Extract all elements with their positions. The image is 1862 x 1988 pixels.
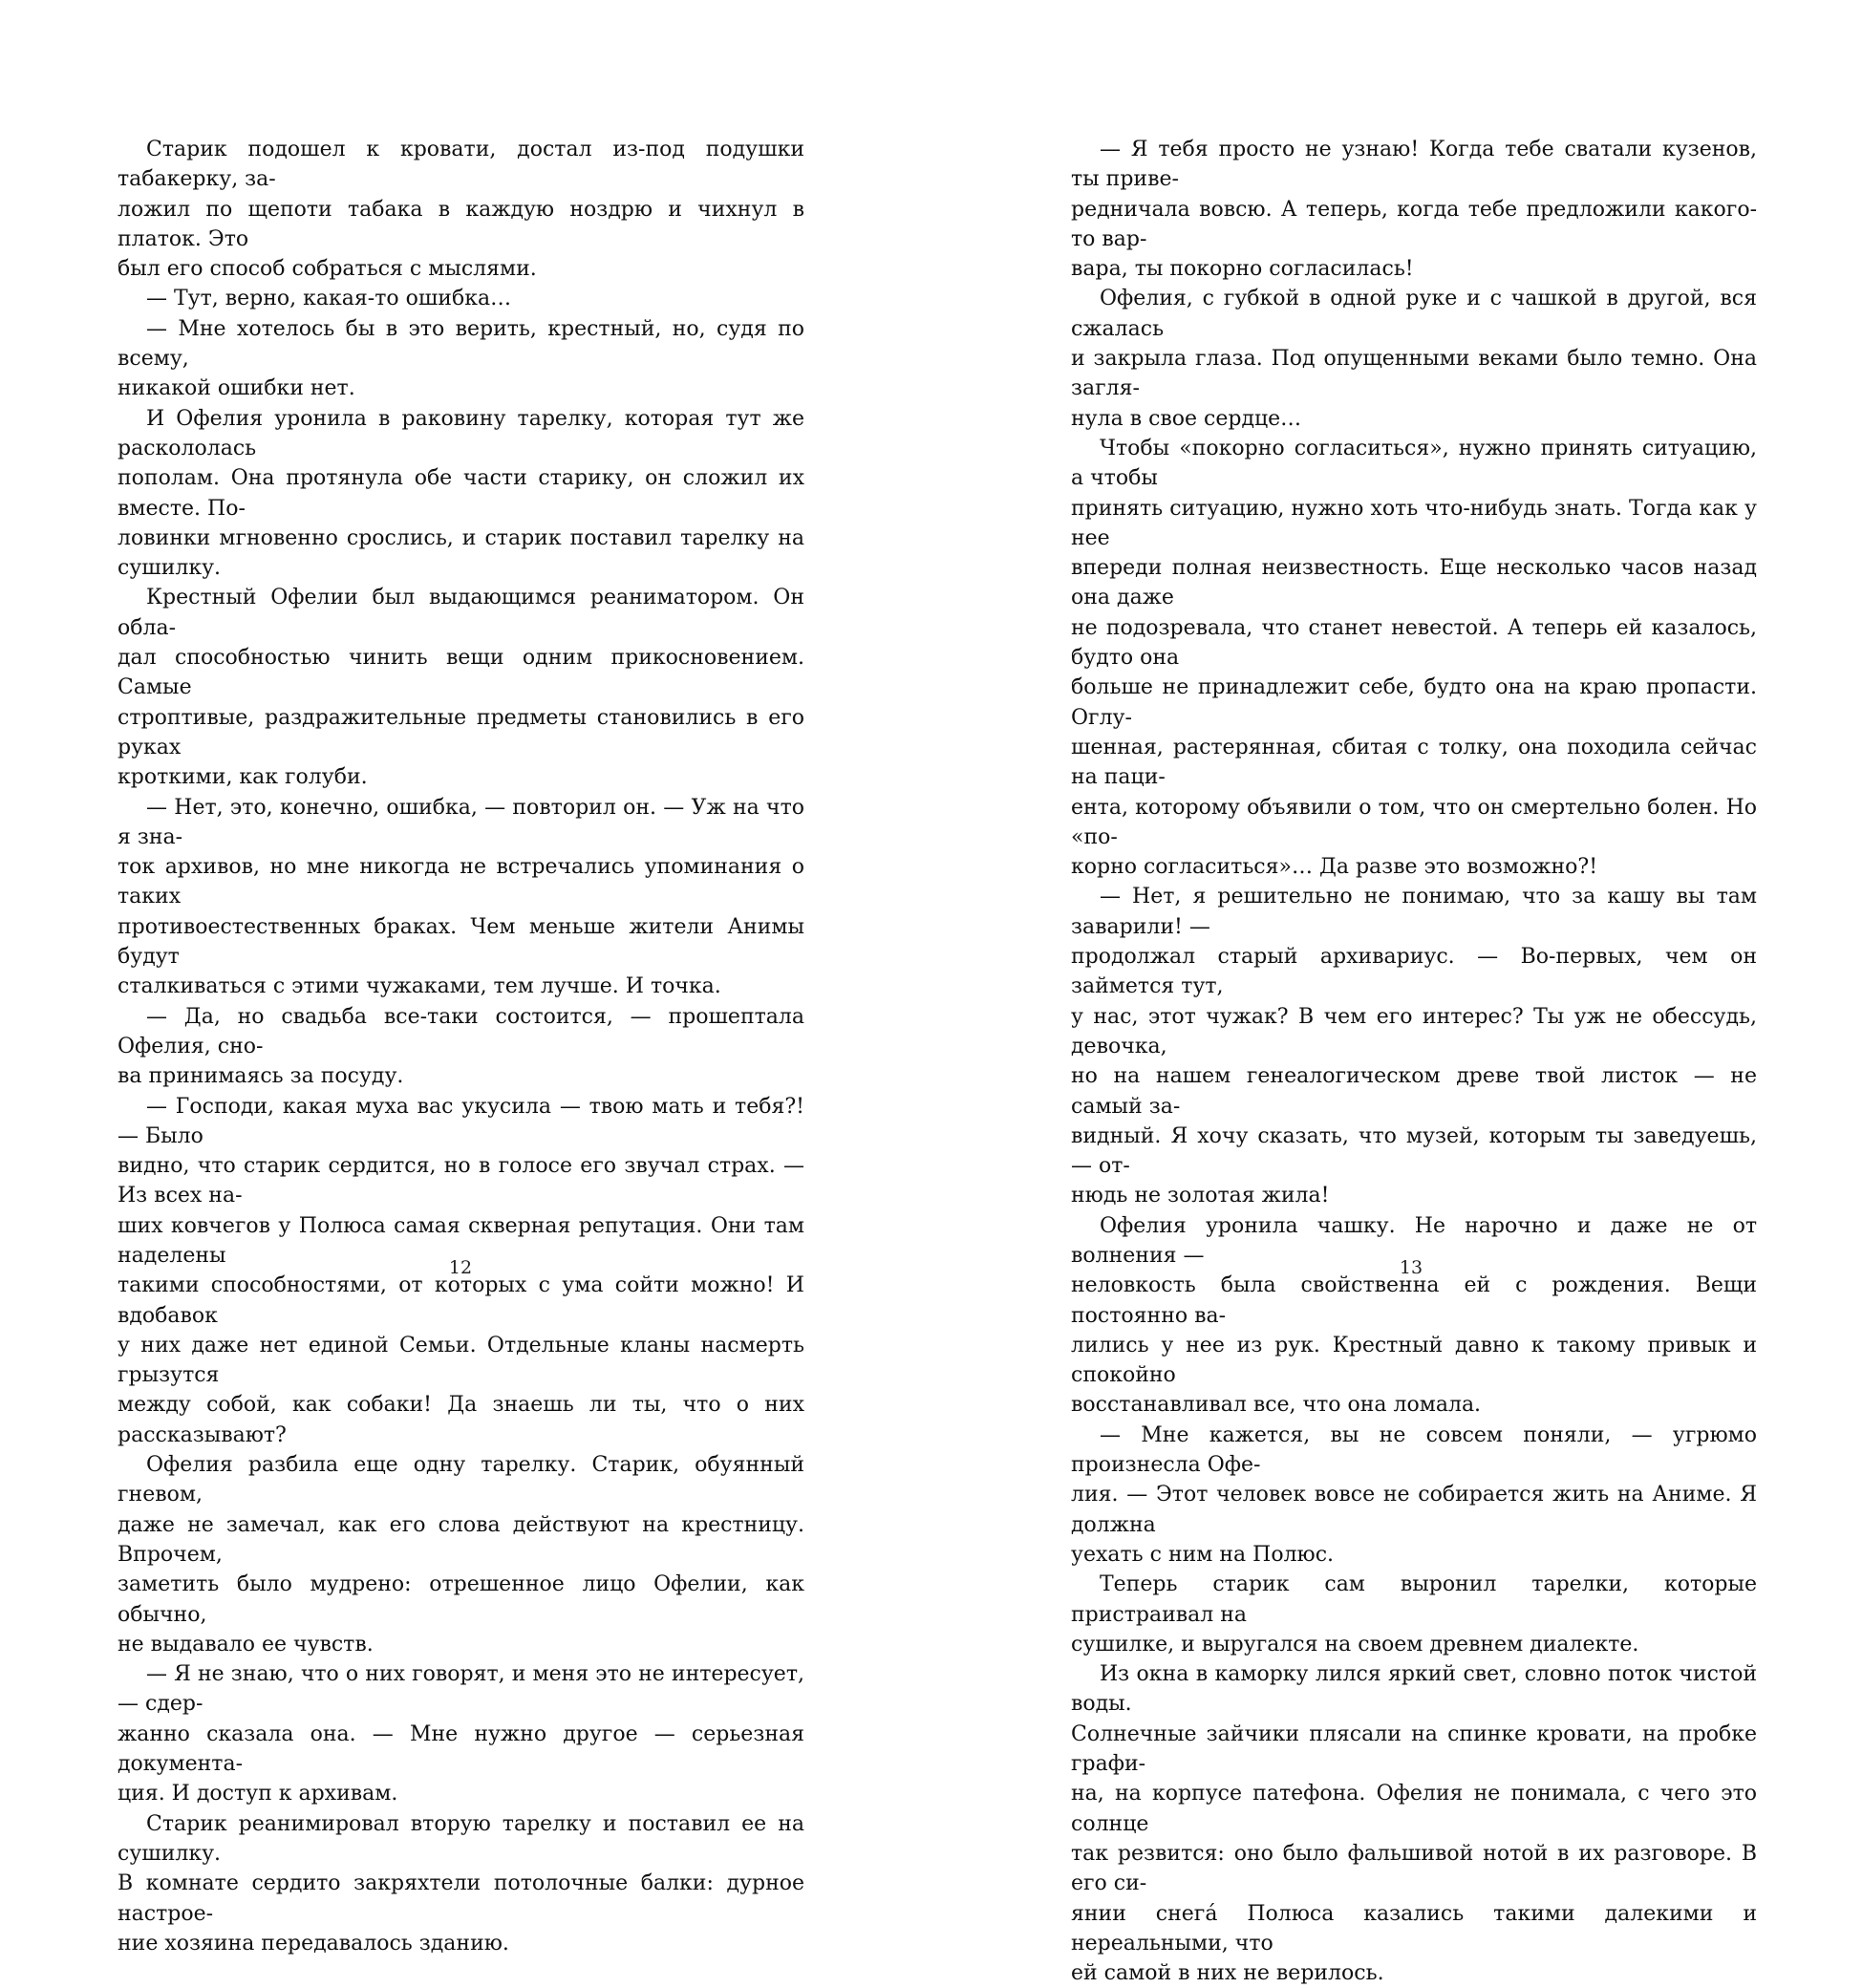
left-page-text (118, 135, 804, 1958)
paragraph: — Господи, какая муха вас укусила — твою мать и тебя?! — Было видно, что старик сердится, но в голосе его звучал страх. — Из всех на- ших ковчегов у Полюса самая скверная репутация. Они там наделены такими способностями, от которых с ума сойти можно! И вдобавок у них даже нет единой Семьи. Отдельные кланы насмерть грызутся между собой, как собаки! Да знаешь ли ты, что о них рассказывают? (118, 1094, 804, 1447)
page-number-right: 13 (1399, 1257, 1423, 1278)
right-page-text (1071, 135, 1757, 1988)
paragraph: — Мне кажется, вы не совсем поняли, — угрюмо произнесла Офе- лия. — Этот человек вовсе не собирается жить на Аниме. Я должна уехать с ним на Полюс. (1071, 1422, 1757, 1567)
paragraph: Старик подошел к кровати, достал из-под подушки табакерку, за- ложил по щепоти табака в каждую ноздрю и чихнул в платок. Это был его способ собраться с мыслями. (118, 138, 804, 282)
paragraph: Крестный Офелии был выдающимся реаниматором. Он обла- дал способностью чинить вещи одним прикосновением. Самые строптивые, раздражительные предметы становились в его руках кроткими, как голуби. (118, 586, 804, 790)
paragraph: — Я не знаю, что о них говорят, и меня это не интересует, — сдер- жанно сказала она. — Мне нужно другое — серьезная документа- ция. И доступ к архивам. (118, 1662, 804, 1806)
paragraph: — Да, но свадьба все-таки состоится, — прошептала Офелия, сно- ва принимаясь за посуду. (118, 1004, 804, 1089)
paragraph: Старик реанимировал вторую тарелку и поставил ее на сушилку. В комнате сердито закряхтели потолочные балки: дурное настрое- ние хозяина передавалось зданию. (118, 1811, 804, 1956)
paragraph: — Мне хотелось бы в это верить, крестный, но, судя по всему, никакой ошибки нет. (118, 316, 804, 401)
paragraph: Чтобы «покорно согласиться», нужно принять ситуацию, а чтобы принять ситуацию, нужно хоть что-нибудь знать. Тогда как у нее впереди полная неизвестность. Еще несколько часов назад она даже не подозревала, что станет невестой. А теперь ей казалось, будто она больше не принадлежит себе, будто она на краю пропасти. Оглу- шенная, растерянная, сбитая с толку, она походила сейчас на паци- ента, которому объявили о том, что он смертельно болен. Но «по- корно согласиться»… Да разве это возможно?! (1071, 436, 1757, 880)
paragraph: — Нет, я решительно не понимаю, что за кашу вы там заварили! — продолжал старый архивариус. — Во-первых, чем он займется тут, у нас, этот чужак? В чем его интерес? Ты уж не обессудь, девочка, но на нашем генеалогическом древе твой листок — не самый за- видный. Я хочу сказать, что музей, которым ты заведуешь, — от- нюдь не золотая жила! (1071, 885, 1757, 1208)
paragraph: Офелия уронила чашку. Не нарочно и даже не от волнения — неловкость была свойственна ей с рождения. Вещи постоянно ва- лились у нее из рук. Крестный давно к такому привык и спокойно восстанавливал все, что она ломала. (1071, 1213, 1757, 1418)
paragraph: Офелия, с губкой в одной руке и с чашкой в другой, вся сжалась и закрыла глаза. Под опущенными веками было темно. Она загля- нула в свое сердце… (1071, 287, 1757, 431)
paragraph: Офелия разбила еще одну тарелку. Старик, обуянный гневом, даже не замечал, как его слова действуют на крестницу. Впрочем, заметить было мудрено: отрешенное лицо Офелии, как обычно, не выдавало ее чувств. (118, 1453, 804, 1657)
paragraph: — Я тебя просто не узнаю! Когда тебе сватали кузенов, ты приве- редничала вовсю. А теперь, когда тебе предложили какого-то вар- вара, ты покорно согласилась! (1071, 138, 1757, 282)
page-number-left: 12 (448, 1257, 473, 1278)
paragraph: Теперь старик сам выронил тарелки, которые пристраивал на сушилке, и выругался на своем древнем диалекте. (1071, 1572, 1757, 1657)
paragraph: — Нет, это, конечно, ошибка, — повторил он. — Уж на что я зна- ток архивов, но мне никогда не встречались упоминания о таких противоестественных браках. Чем меньше жители Анимы будут сталкиваться с этими чужаками, тем лучше. И точка. (118, 795, 804, 999)
paragraph: — Тут, верно, какая-то ошибка… (146, 287, 512, 311)
paragraph: Из окна в каморку лился яркий свет, словно поток чистой воды. Солнечные зайчики плясали на спинке кровати, на пробке графи- на, на корпусе патефона. Офелия не понимала, с чего это солнце так резвится: оно было фальшивой нотой в их разговоре. В его си- янии снегá Полюса казались такими далекими и нереальными, что ей самой в них не верилось. (1071, 1662, 1757, 1986)
paragraph: И Офелия уронила в раковину тарелку, которая тут же раскололась пополам. Она протянула обе части старику, он сложил их вместе. По- ловинки мгновенно срослись, и старик поставил тарелку на сушилку. (118, 406, 804, 581)
